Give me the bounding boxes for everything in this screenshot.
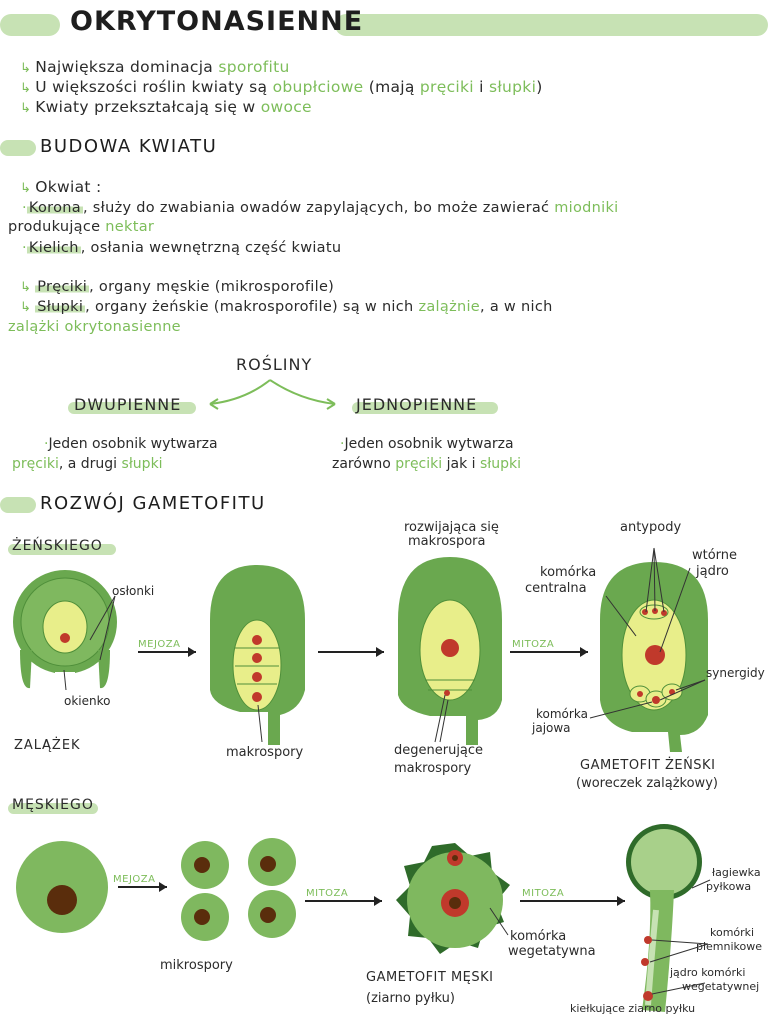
intro-text: ) (536, 78, 543, 96)
kielich-term: Kielich (28, 240, 79, 256)
dwupienne-heading: DWUPIENNE (74, 395, 182, 414)
intro-green: owoce (260, 98, 312, 116)
page-title: OKRYTONASIENNE (70, 6, 364, 37)
intro-green: sporofitu (218, 58, 290, 76)
rozwijajaca-label-1: rozwijająca się (404, 520, 499, 535)
desc-text: Jeden osobnik wytwarza (48, 436, 218, 452)
wtorne-label-1: wtórne (692, 548, 738, 563)
miodniki-term: miodniki (554, 200, 619, 216)
female-gametophyte-drawing (600, 562, 708, 752)
centralna-label-2: centralna (525, 581, 587, 596)
intro-green: pręciki (419, 78, 474, 96)
ovule-drawing (13, 570, 117, 688)
centralna-label-1: komórka (540, 565, 597, 580)
intro-green: słupki (488, 78, 537, 96)
kielkujace-label: kiełkujące ziarno pyłku (570, 1002, 696, 1015)
antypody-label: antypody (620, 520, 682, 535)
korona-term: Korona (28, 200, 81, 216)
preciki-term: Pręciki (37, 279, 88, 295)
intro-text: (mają (363, 78, 420, 96)
female-gametophyte-label-1: GAMETOFIT ŻEŃSKI (580, 758, 716, 773)
wtorne-label-2: jądro (696, 564, 729, 579)
mitoza-male-label-1: MITOZA (306, 888, 349, 899)
arrow-left-icon (210, 380, 270, 404)
desc-green: słupki (479, 456, 521, 472)
slupki-tail: , a w nich (480, 299, 553, 315)
degenerujace-label-2: makrospory (394, 761, 472, 776)
makrospory-drawing (210, 565, 305, 745)
female-gametophyte-label-2: (woreczek zalążkowy) (576, 776, 718, 791)
slupki-text: , organy żeńskie (makrosporofile) są w nich (85, 299, 414, 315)
produkujace-text: produkujące (8, 219, 101, 235)
lagiewka-label-1: łagiewka (712, 866, 761, 879)
arrow-bullet-icon: ↳ (20, 280, 32, 295)
nektar-term: nektar (105, 219, 155, 235)
degenerujace-label-1: degenerujące (394, 743, 484, 758)
plemnikowe-label-1: komórki (710, 926, 755, 939)
slupki-term: Słupki (37, 299, 84, 315)
wegetatywna-label-2: wegetatywna (508, 944, 596, 959)
jadro-label-2: wegetatywnej (682, 980, 760, 993)
mitoza-male-label-2: MITOZA (522, 888, 565, 899)
rosliny-title: ROŚLINY (236, 355, 313, 374)
male-gametophyte-label-2: (ziarno pyłku) (366, 991, 455, 1006)
arrow-bullet-icon: ↳ (20, 300, 32, 315)
desc-text: , a drugi (58, 456, 118, 472)
zalaznie-term: zalążnie (418, 299, 481, 315)
okienko-label: okienko (64, 694, 111, 708)
desc-text: zarówno (332, 456, 391, 472)
zalazki-line: zalążki okrytonasienne (8, 319, 181, 335)
intro-text: U większości roślin kwiaty są (35, 78, 273, 96)
okwiat-label: Okwiat : (35, 178, 102, 196)
arrow-bullet-icon: ↳ (20, 101, 32, 116)
bullet-dot: · (22, 200, 27, 216)
zalazek-label: ZALĄŻEK (14, 738, 81, 753)
mitoza-female-label: MITOZA (512, 639, 555, 650)
desc-text: Jeden osobnik wytwarza (344, 436, 514, 452)
bullet-dot: · (44, 436, 49, 452)
korona-text: , służy do zwabiania owadów zapylających, bo może zawierać (82, 200, 550, 216)
intro-green: obupłciowe (272, 78, 364, 96)
lagiewka-label-2: pyłkowa (706, 880, 752, 893)
desc-text: jak i (446, 456, 476, 472)
jajowa-label-1: komórka (536, 707, 588, 721)
male-gametophyte-label-1: GAMETOFIT MĘSKI (366, 970, 494, 985)
mikrospory-label: mikrospory (160, 958, 233, 973)
desc-green: pręciki (395, 456, 443, 472)
jajowa-label-2: jajowa (532, 721, 571, 735)
developing-megaspore-drawing (398, 557, 502, 745)
rozwijajaca-label-2: makrospora (408, 534, 486, 549)
synergidy-label: synergidy (706, 666, 765, 680)
intro-text: Kwiaty przekształcają się w (35, 98, 261, 116)
makrospory-label: makrospory (226, 745, 304, 760)
mejoza-male-label: MEJOZA (113, 874, 156, 885)
oslonki-label: osłonki (112, 584, 155, 598)
bullet-dot: · (22, 240, 27, 256)
mejoza-female-label: MEJOZA (138, 639, 181, 650)
intro-text: i (473, 78, 489, 96)
male-heading: MĘSKIEGO (12, 797, 94, 813)
intro-text: Największa dominacja (35, 58, 219, 76)
desc-green: pręciki (12, 456, 59, 472)
jednopienne-heading: JEDNOPIENNE (356, 395, 478, 414)
desc-green: słupki (121, 456, 163, 472)
bullet-dot: · (340, 436, 345, 452)
arrow-right-icon (270, 380, 335, 404)
arrow-bullet-icon: ↳ (20, 81, 32, 96)
arrow-bullet-icon: ↳ (20, 61, 32, 76)
wegetatywna-label-1: komórka (510, 929, 567, 944)
pollen-grain-drawing (396, 843, 510, 954)
section-heading-budowa: BUDOWA KWIATU (40, 136, 218, 157)
microspores-drawing (181, 838, 296, 941)
arrow-bullet-icon: ↳ (20, 181, 32, 196)
jadro-label-1: jądro komórki (670, 966, 746, 979)
section-heading-rozwoj: ROZWÓJ GAMETOFITU (40, 493, 266, 514)
kielich-text: , osłania wewnętrzną część kwiatu (80, 240, 342, 256)
plemnikowe-label-2: plemnikowe (696, 940, 763, 953)
female-heading: ŻEŃSKIEGO (12, 538, 103, 554)
preciki-text: , organy męskie (mikrosporofile) (89, 279, 335, 295)
microsporocyte-drawing (16, 841, 108, 933)
